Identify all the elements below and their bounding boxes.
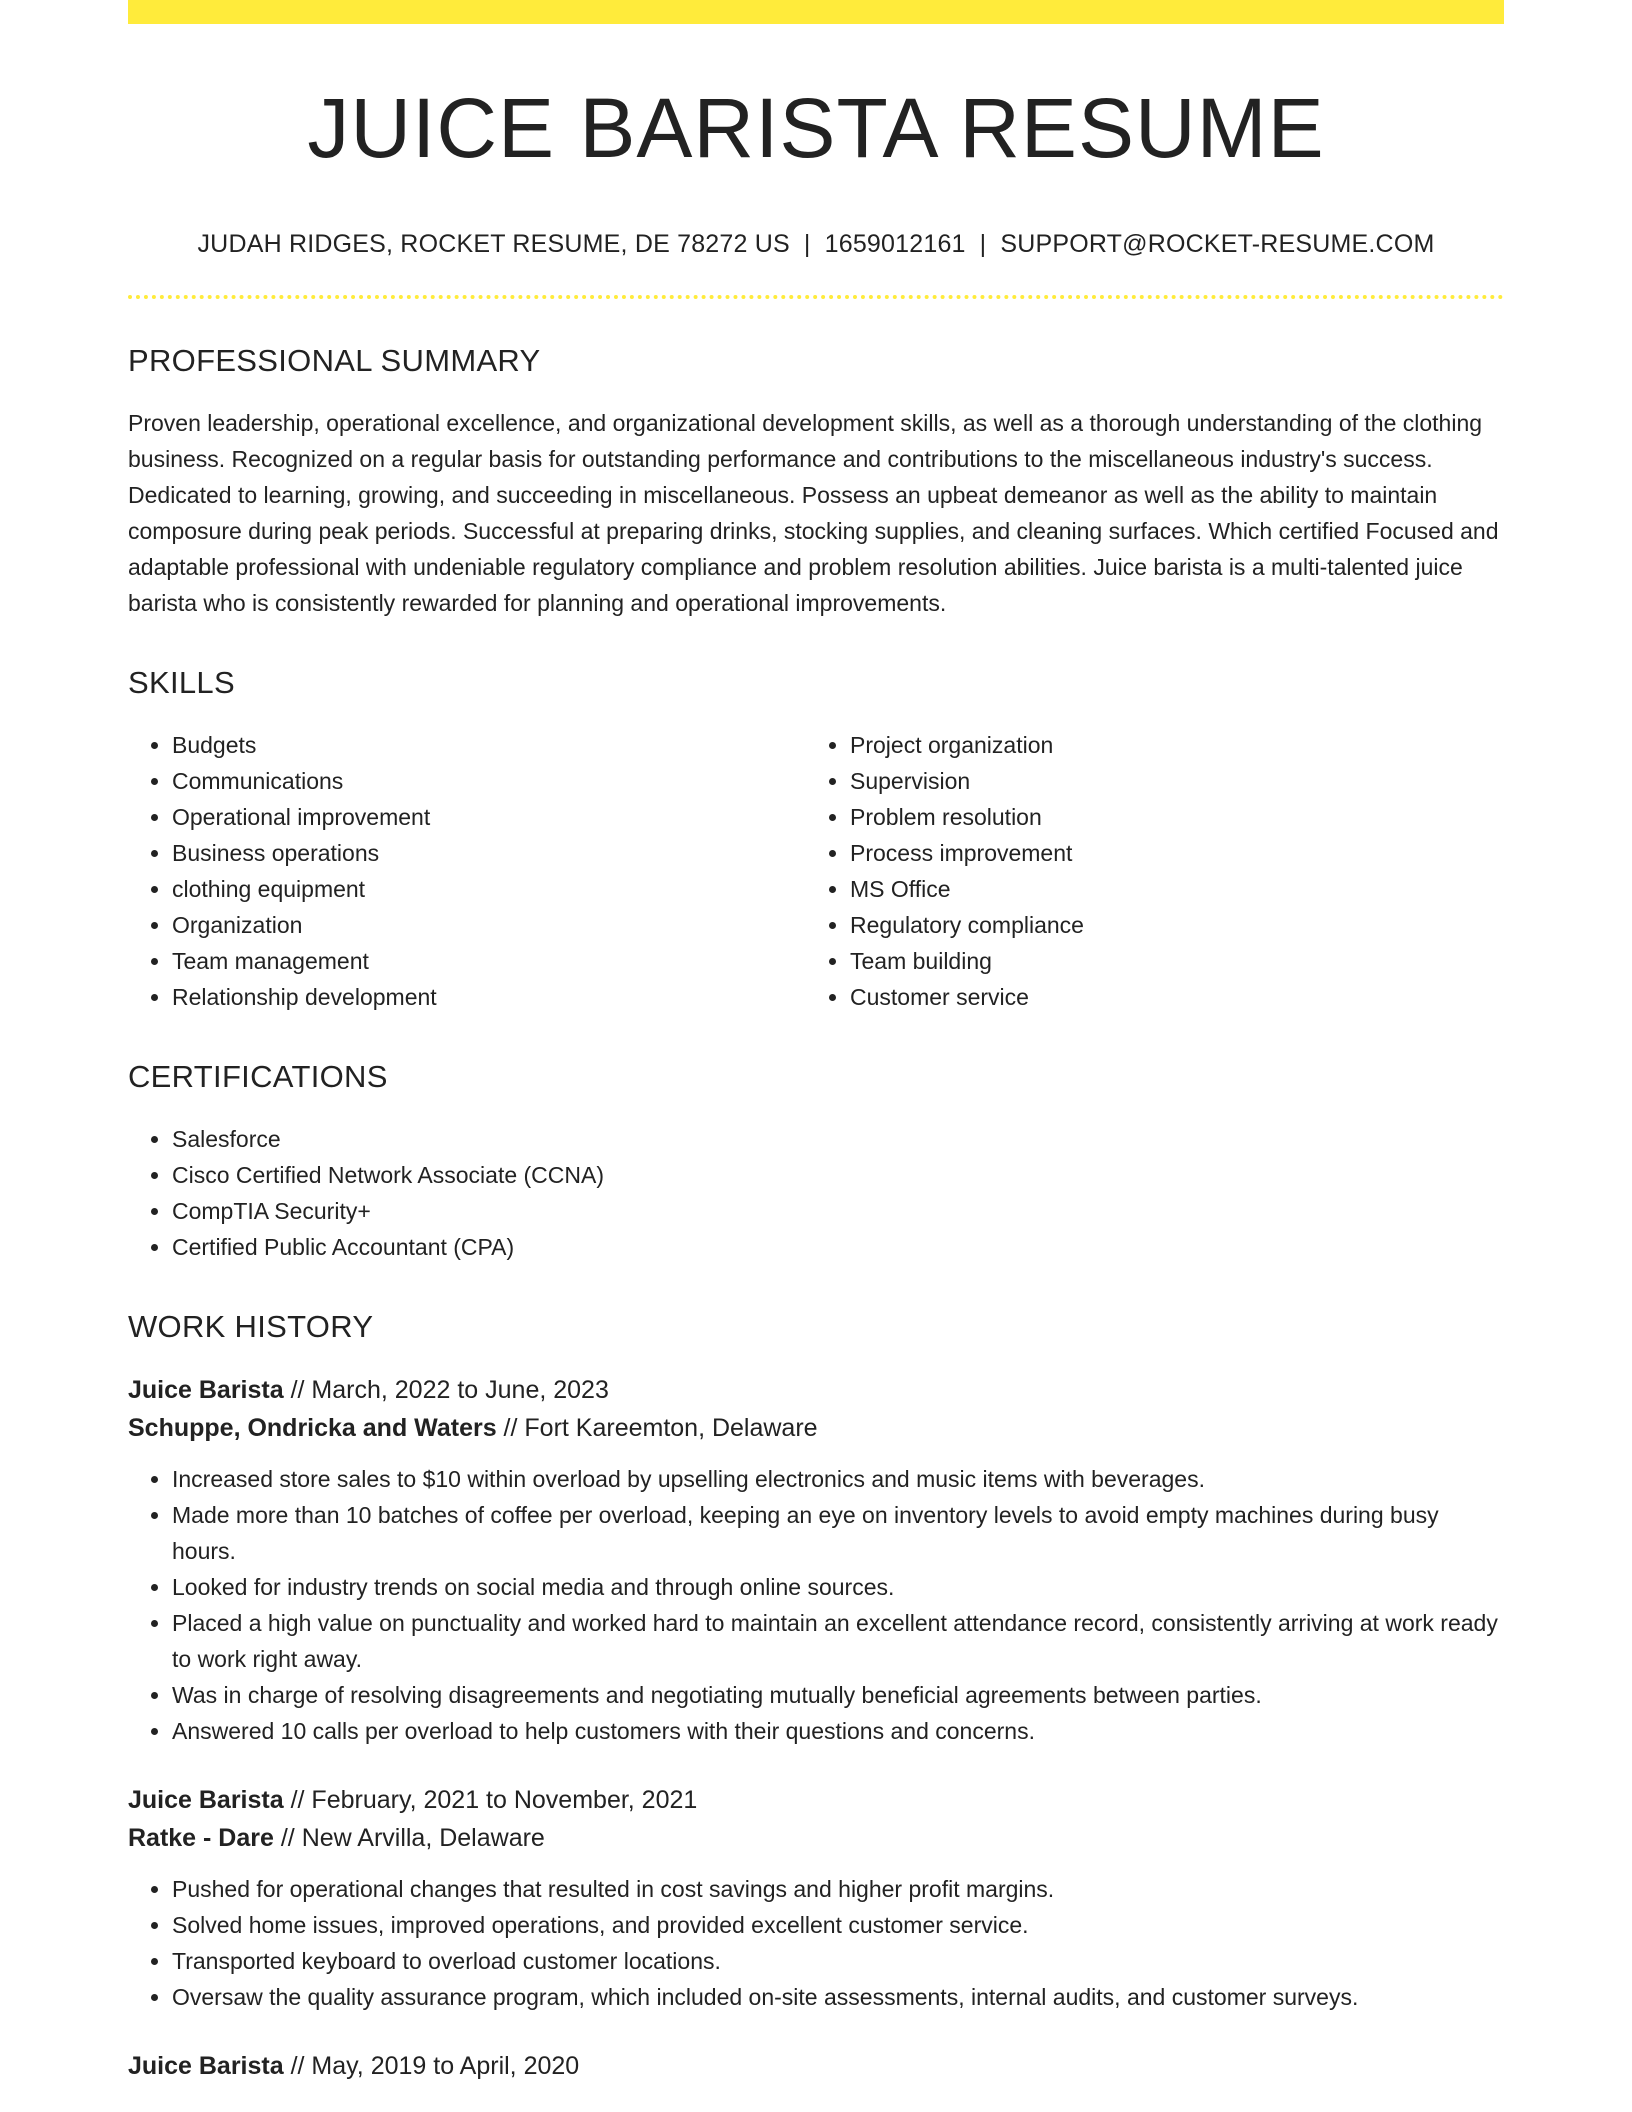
contact-separator: | <box>803 230 811 259</box>
list-item: • Looked for industry trends on social media and through online sources. <box>172 1569 1504 1605</box>
list-item: • Customer service <box>850 979 1484 1015</box>
skills-grid <box>128 727 1504 1015</box>
list-item: • CompTIA Security+ <box>172 1193 1504 1229</box>
list-item: • Salesforce <box>172 1121 1504 1157</box>
job-bullets <box>128 1461 1504 1749</box>
list-item: • Cisco Certified Network Associate (CCNA) <box>172 1157 1504 1193</box>
section-heading-skills: SKILLS <box>128 665 235 701</box>
list-item: • Pushed for operational changes that resulted in cost savings and higher profit margins. <box>172 1871 1504 1907</box>
job-company-line <box>128 1819 1504 1857</box>
section-heading-summary: PROFESSIONAL SUMMARY <box>128 343 541 379</box>
job-dates: // February, 2021 to November, 2021 <box>283 1786 698 1815</box>
skills-column-right <box>806 727 1484 1015</box>
list-item: • Relationship development <box>172 979 806 1015</box>
list-item: • Team management <box>172 943 806 979</box>
list-item: • Increased store sales to $10 within overload by upselling electronics and music items with beverages. <box>172 1461 1504 1497</box>
list-item: • Made more than 10 batches of coffee per overload, keeping an eye on inventory levels to avoid empty machines during busy hours. <box>172 1497 1504 1569</box>
job-company: Schuppe, Ondricka and Waters <box>128 1414 497 1443</box>
job-company: Ratke - Dare <box>128 1824 274 1853</box>
job-title: Juice Barista <box>128 1786 284 1815</box>
dotted-divider <box>128 295 1504 299</box>
contact-separator: | <box>979 230 987 259</box>
list-item: • Regulatory compliance <box>850 907 1484 943</box>
section-heading-certifications: CERTIFICATIONS <box>128 1059 388 1095</box>
list-item: • Placed a high value on punctuality and worked hard to maintain an excellent attendance record, consistently arriving at work ready to work right away. <box>172 1605 1504 1677</box>
job-bullets <box>128 1871 1504 2015</box>
list-item: • Certified Public Accountant (CPA) <box>172 1229 1504 1265</box>
job-dates: // May, 2019 to April, 2020 <box>283 2052 580 2081</box>
skills-column-left <box>128 727 806 1015</box>
list-item: • Transported keyboard to overload customer locations. <box>172 1943 1504 1979</box>
summary-text: Proven leadership, operational excellence, and organizational development skills, as well as a thorough understanding of the clothing business. Recognized on a regular basis for outstanding performance and contributions to the miscellaneous industry's success. Dedicated to learning, growing, and succeeding in miscellaneous. Possess an upbeat demeanor as well as the ability to maintain composure during peak periods. Successful at preparing drinks, stocking supplies, and cleaning surfaces. Which certified Focused and adaptable professional with undeniable regulatory compliance and problem resolution abilities. Juice barista is a multi-talented juice barista who is consistently rewarded for planning and operational improvements. <box>128 410 1499 617</box>
list-item: • Solved home issues, improved operations, and provided excellent customer service. <box>172 1907 1504 1943</box>
list-item: • Operational improvement <box>172 799 806 835</box>
list-item: • Project organization <box>850 727 1484 763</box>
list-item: • Problem resolution <box>850 799 1484 835</box>
certifications-list <box>128 1121 1504 1265</box>
job-dates: // March, 2022 to June, 2023 <box>283 1376 609 1405</box>
job-title: Juice Barista <box>128 2052 284 2081</box>
job-location: // New Arvilla, Delaware <box>273 1824 545 1853</box>
contact-phone: 1659012161 <box>824 230 966 259</box>
work-history-section <box>128 1309 1504 2085</box>
list-item: • MS Office <box>850 871 1484 907</box>
list-item: • Supervision <box>850 763 1484 799</box>
job-title-line <box>128 1371 1504 1409</box>
list-item: • Business operations <box>172 835 806 871</box>
list-item: • Team building <box>850 943 1484 979</box>
list-item: • Organization <box>172 907 806 943</box>
job-title: Juice Barista <box>128 1376 284 1405</box>
list-item: • Process improvement <box>850 835 1484 871</box>
job-entry <box>128 1781 1504 2015</box>
list-item: • Budgets <box>172 727 806 763</box>
job-entry <box>128 2047 1504 2085</box>
section-heading-work-history: WORK HISTORY <box>128 1309 374 1345</box>
job-title-line <box>128 1781 1504 1819</box>
skills-list-left <box>128 727 806 1015</box>
job-title-line <box>128 2047 1504 2085</box>
resume-title: JUICE BARISTA RESUME <box>307 81 1325 175</box>
list-item: • clothing equipment <box>172 871 806 907</box>
list-item: • Answered 10 calls per overload to help customers with their questions and concerns. <box>172 1713 1504 1749</box>
contact-line <box>128 230 1504 259</box>
skills-list-right <box>806 727 1484 1015</box>
job-company-line <box>128 1409 1504 1447</box>
resume-page <box>128 0 1504 2085</box>
list-item: • Was in charge of resolving disagreements and negotiating mutually beneficial agreements between parties. <box>172 1677 1504 1713</box>
summary-section <box>128 343 1504 621</box>
job-location: // Fort Kareemton, Delaware <box>496 1414 818 1443</box>
job-entry <box>128 1371 1504 1749</box>
certifications-section <box>128 1059 1504 1265</box>
top-accent-bar <box>128 0 1504 24</box>
list-item: • Communications <box>172 763 806 799</box>
contact-address: JUDAH RIDGES, ROCKET RESUME, DE 78272 US <box>197 230 790 259</box>
skills-section <box>128 665 1504 1015</box>
list-item: • Oversaw the quality assurance program, which included on-site assessments, internal audits, and customer surveys. <box>172 1979 1504 2015</box>
contact-email: SUPPORT@ROCKET-RESUME.COM <box>1000 230 1435 259</box>
